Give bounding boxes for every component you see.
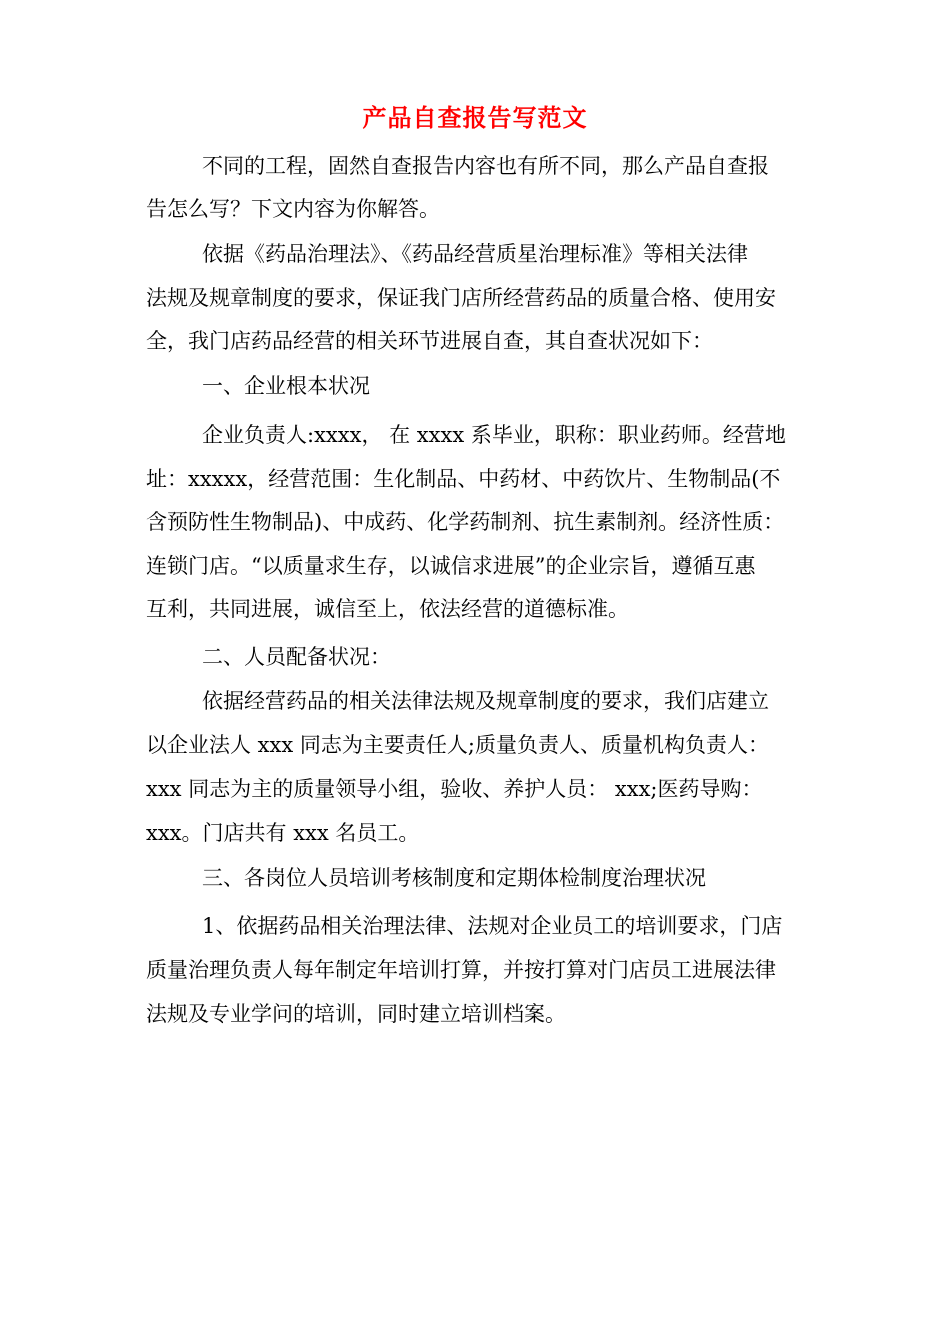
training-line-1: 1、依据药品相关治理法律、法规对企业员工的培训要求，门店 [202,914,783,938]
company-line-4: 连锁门店。“以质量求生存，以诚信求进展”的企业宗旨，遵循互惠 [146,554,756,578]
intro-line-2: 告怎么写？下文内容为你解答。 [146,197,440,221]
staff-line-2: 以企业法人 xxx 同志为主要责任人;质量负责人、质量机构负责人： [146,733,769,757]
section-heading-3: 三、各岗位人员培训考核制度和定期体检制度治理状况 [202,866,706,890]
basis-line-2: 法规及规章制度的要求，保证我门店所经营药品的质量合格、使用安 [146,286,776,310]
intro-line-1: 不同的工程，固然自查报告内容也有所不同，那么产品自查报 [202,154,769,178]
training-line-3: 法规及专业学问的培训，同时建立培训档案。 [146,1002,566,1026]
staff-line-4: xxx。门店共有 xxx 名员工。 [146,821,420,845]
section-heading-1: 一、企业根本状况 [202,374,370,398]
staff-line-3: xxx 同志为主的质量领导小组，验收、养护人员： xxx;医药导购： [146,777,763,801]
basis-line-1: 依据《药品治理法》、《药品经营质星治理标准》等相关法律 [202,242,748,266]
basis-line-3: 全，我门店药品经营的相关环节进展自查，其自查状况如下： [146,329,713,353]
staff-line-1: 依据经营药品的相关法律法规及规章制度的要求，我们店建立 [202,689,769,713]
document-title: 产品自查报告写范文 [362,103,588,132]
training-line-2: 质量治理负责人每年制定年培训打算，并按打算对门店员工进展法律 [146,958,776,982]
company-line-3: 含预防性生物制品)、中成药、化学药制剂、抗生素制剂。经济性质： [146,510,785,534]
company-line-1: 企业负责人:xxxx， 在 xxxx 系毕业，职称：职业药师。经营地 [202,423,786,447]
company-line-2: 址：xxxxx，经营范围：生化制品、中药材、中药饮片、生物制品(不 [146,467,781,491]
company-line-5: 互利，共同进展，诚信至上，依法经营的道德标准。 [146,597,629,621]
section-heading-2: 二、人员配备状况： [202,645,391,669]
